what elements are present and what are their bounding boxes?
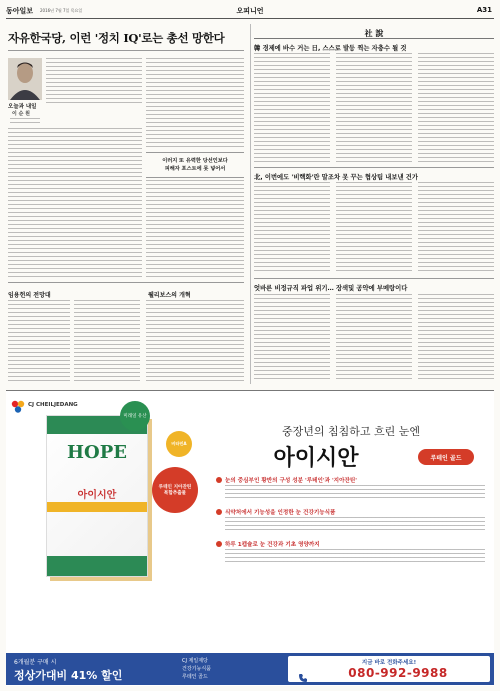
pull-quote-line-2: 피해자 포스트에 못 넣어서 <box>164 166 226 172</box>
editorial-2-headline: 北, 이번에도 '비핵화'란 말조차 못 꾸는 협상팀 내보낸 건가 <box>254 174 418 181</box>
promo-info <box>182 657 282 681</box>
masthead-rule <box>6 18 494 19</box>
editorial-2-col1 <box>254 182 330 274</box>
left-body-col2-top <box>146 58 244 148</box>
cj-logo-icon <box>10 399 26 415</box>
box-product-name: 아이시안 <box>77 490 117 501</box>
editorial-3-col1 <box>254 294 330 382</box>
call-label: 지금 바로 전화주세요! <box>361 660 417 666</box>
editorial-rule-2 <box>254 167 494 168</box>
author-photo <box>8 58 42 100</box>
editorial-top-rule <box>254 38 494 39</box>
editorial-3-col2 <box>336 294 412 382</box>
corner-body-col1 <box>8 300 70 382</box>
ad-tagline: 중장년의 침침하고 흐린 눈엔 <box>281 425 420 438</box>
left-body-col1-top <box>46 58 142 104</box>
editorial-3-col3 <box>418 294 494 382</box>
box-bottom-stripe <box>47 556 147 576</box>
left-headline: 자유한국당, 이런 '정치 IQ'로는 총선 망한다 <box>8 31 225 45</box>
box-title: HOPE <box>67 442 127 463</box>
editorial-column <box>254 22 494 384</box>
section-title: 오피니언 <box>236 7 264 15</box>
left-body-col1 <box>8 128 142 278</box>
editorial-1-headline: 韓 경제에 바수 거는 日, 스스로 발등 찍는 자충수 될 것 <box>254 45 407 52</box>
paper-name: 동아일보 <box>6 6 34 15</box>
badge-lutein <box>152 467 198 513</box>
feature-3-bullet-icon <box>216 541 222 547</box>
author-name: 이 순 원 <box>12 111 30 117</box>
editorial-1-col1 <box>254 53 330 163</box>
editorial-2-col2 <box>336 182 412 274</box>
call-box[interactable] <box>288 656 490 682</box>
pull-quote <box>146 152 244 178</box>
date-line: 2016년 7월 7일 목요일 <box>40 8 83 13</box>
promo-info-3: 루테인 골드 <box>182 674 208 680</box>
feature-1-desc <box>225 485 485 501</box>
headline-rule <box>8 50 244 51</box>
corner-column <box>6 282 246 384</box>
box-band <box>47 502 147 512</box>
editorial-1-col3 <box>418 53 494 163</box>
opinion-column-left <box>6 22 246 294</box>
advertisement <box>6 390 494 686</box>
author-portrait-icon <box>8 58 42 100</box>
ad-product-name: 아이시안 <box>273 445 359 471</box>
product-box <box>46 415 148 577</box>
corner-body-col2 <box>74 300 140 382</box>
corner-column-headline: 웰리보스의 개혁 <box>148 292 191 299</box>
heritage-badge-text: 미래일 유산 <box>123 414 147 419</box>
phone-icon <box>298 668 308 678</box>
phone-number: 080-992-9988 <box>348 666 448 680</box>
phone-glyph-icon <box>298 673 308 683</box>
cj-logo <box>10 399 26 415</box>
ad-product-sub: 루테인 골드 <box>430 454 462 462</box>
promo-info-2: 건강기능식품 <box>182 666 211 672</box>
feature-2-text: 식약처에서 기능성을 인정한 눈 건강기능식품 <box>225 510 336 516</box>
author-label: 오늘과 내일 <box>8 104 37 110</box>
heritage-badge <box>120 401 150 431</box>
editorial-3-headline: 엇바른 비정규직 파업 위기… 장색및 공약에 부메랑이다 <box>254 285 408 292</box>
feature-3-text: 하루 1캡슐로 눈 건강과 기초 영양까지 <box>225 542 320 548</box>
promo-bar <box>6 653 494 685</box>
editorial-2-col3 <box>418 182 494 274</box>
feature-2-bullet-icon <box>216 509 222 515</box>
badge-vitamin-a-text: 비타민A <box>171 441 187 446</box>
feature-2-desc <box>225 517 485 533</box>
feature-1-bullet-icon <box>216 477 222 483</box>
badge-vitamin-a <box>166 431 192 457</box>
corner-body-col3 <box>146 300 244 382</box>
page-number: A31 <box>476 6 492 14</box>
editorial-rule-3 <box>254 278 494 279</box>
editorial-section-label: 社 說 <box>364 28 384 38</box>
editorial-1-col2 <box>336 53 412 163</box>
feature-3-desc <box>225 549 485 565</box>
badge-lutein-text: 루테인 지아잔틴 복합추출물 <box>158 485 192 496</box>
left-body-col2-bottom <box>146 180 244 278</box>
corner-column-label: 임용헌의 전망대 <box>8 292 51 299</box>
promo-info-1: CJ 제일제당 <box>182 658 208 664</box>
brand-name: CJ CHEILJEDANG <box>28 402 78 408</box>
masthead <box>0 0 500 22</box>
author-bio-lines <box>10 118 40 124</box>
ad-product-sub-badge <box>418 449 474 465</box>
promo-line-1: 6개월분 구매 시 <box>14 659 57 666</box>
pull-quote-line-1: 이러지 또 유력한 당선인보다 <box>162 158 228 164</box>
feature-1-text: 눈의 중심부인 황반의 구성 성분 '루테인'과 '지아잔틴' <box>225 478 358 484</box>
column-divider <box>250 24 251 384</box>
promo-line-2: 정상가대비 41% 할인 <box>14 669 123 682</box>
